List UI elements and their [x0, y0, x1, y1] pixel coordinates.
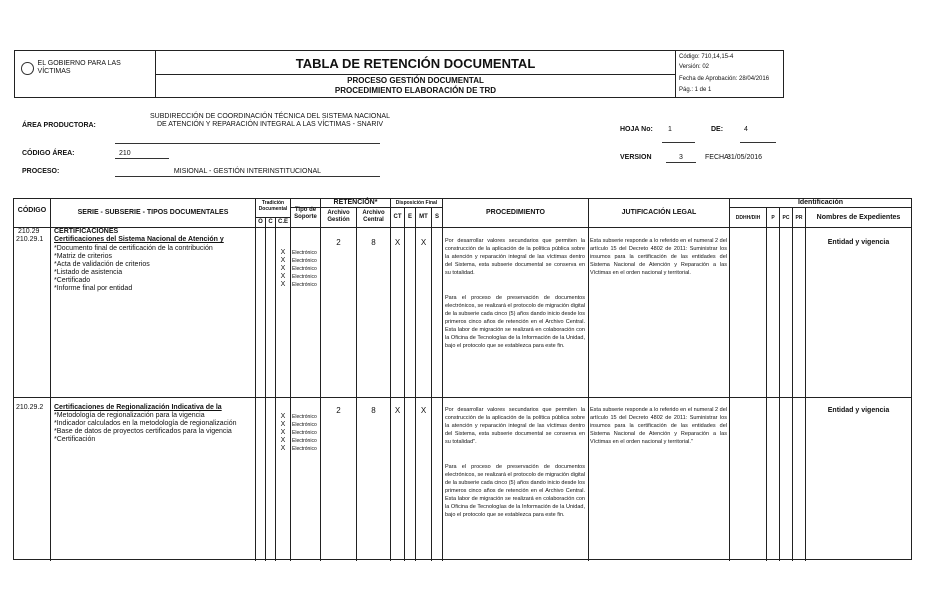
col-trad-o: O	[258, 219, 263, 225]
col-ct: CT	[393, 214, 402, 220]
doc-code: Código: 710,14,15-4	[679, 54, 734, 60]
ce-marks	[276, 249, 290, 289]
sheet-label: HOJA No:	[620, 126, 653, 133]
area-label: ÁREA PRODUCTORA:	[22, 122, 96, 129]
approval-date: Fecha de Aprobación: 28/04/2016	[679, 76, 770, 82]
subserie-name: Certificaciones de Regionalización Indicativa de la	[54, 404, 222, 411]
x-mark: X	[280, 281, 286, 288]
col-archivo-gestion: Archivo Gestión	[327, 210, 350, 223]
subserie-code: 210.29.1	[16, 236, 44, 243]
x-mark: X	[280, 437, 286, 444]
date-value: 31/05/2016	[727, 154, 763, 161]
procedure-text: Por desarrollar valores secundarios que permiten la construcción de la aplicación de la política pública sobre la atención y reparación integral de las víctimas dentro del Sistema, esta subserie documental se conserva en su totalidad.	[445, 238, 585, 276]
support-types	[292, 413, 317, 453]
process-value: MISIONAL - GESTIÓN INTERINSTITUCIONAL	[115, 168, 380, 177]
support-type: Electrónico	[292, 250, 317, 256]
list-item: *Metodología de regionalización para la vigencia	[54, 412, 205, 419]
support-type: Electrónico	[292, 274, 317, 280]
x-mark: X	[280, 429, 286, 436]
support-type: Electrónico	[292, 430, 317, 436]
area-code-value: 210	[115, 150, 169, 159]
doc-title: TABLA DE RETENCIÓN DOCUMENTAL	[295, 56, 536, 71]
x-mark: X	[280, 445, 286, 452]
col-justificacion: JUTIFICACIÓN LEGAL	[621, 209, 697, 216]
x-mark: X	[280, 265, 286, 272]
central-years: 8	[371, 238, 376, 247]
version-label: VERSION	[620, 154, 652, 161]
of-label: DE:	[711, 126, 724, 133]
support-type: Electrónico	[292, 446, 317, 452]
procedure-text: Para el proceso de preservación de documentos electrónicos, se realizará el protocolo de migración digital de la subserie cada cinco (5) años dando inicio desde los primeros cinco años de retención en el Archivo Central. Esta labor de migración se realizará en colaboración con la Oficina de Tecnologías de la Información de la Unidad, bajo el protocolo que se establezca para este fin.	[445, 295, 585, 349]
col-mt: MT	[419, 214, 428, 220]
version-value: 3	[666, 154, 696, 163]
list-item: *Indicador calculados en la metodología de regionalización	[54, 420, 237, 427]
mt-mark: X	[420, 406, 427, 415]
support-types	[292, 249, 317, 289]
central-years: 8	[371, 406, 376, 415]
of-value: 4	[744, 126, 748, 133]
support-type: Electrónico	[292, 414, 317, 420]
subserie-name: Certificaciones del Sistema Nacional de Atención y	[54, 236, 224, 243]
list-item: *Acta de validación de criterios	[54, 261, 150, 268]
document-types-list	[54, 412, 254, 444]
logo	[21, 61, 151, 75]
support-type: Electrónico	[292, 282, 317, 288]
col-s: S	[434, 214, 439, 220]
list-item: *Informe final por entidad	[54, 285, 133, 292]
col-identificacion: Identificación	[797, 199, 844, 206]
seal-icon	[21, 62, 34, 75]
col-p: P	[771, 215, 775, 221]
support-type: Electrónico	[292, 438, 317, 444]
retention-table	[13, 198, 912, 560]
ct-mark: X	[394, 238, 401, 247]
col-trad-ce: C.E	[277, 219, 288, 225]
serie-code: 210.29	[18, 228, 40, 235]
list-item: *Matriz de criterios	[54, 253, 112, 260]
col-trad-c: C	[268, 219, 273, 225]
document-types-list	[54, 245, 254, 293]
justification-text: Esta subserie responde a lo referido en el numeral 2 del artículo 15 del Decreto 4802 de 2011: Suministrar los insumos para la certificación de las entidades del Sistema Nacional de Atención y Reparación a las Víctimas en el orden nacional y territorial."	[590, 407, 727, 445]
gestion-years: 2	[336, 406, 341, 415]
page-indicator: Pág.: 1 de 1	[679, 87, 712, 93]
procedure-text: Para el proceso de preservación de documentos electrónicos, se realizará el protocolo de migración digital de la subserie cada cinco (5) años dando inicio desde los primeros cinco años de retención en el Archivo Central. Esta labor de migración se realizará en colaboración con la Oficina de Tecnologías de la Información de la Unidad, bajo el protocolo que se establezca para este fin.	[445, 464, 585, 518]
col-disposicion: Disposición Final	[395, 200, 438, 206]
record-names: Entidad y vigencia	[827, 407, 890, 414]
col-pc: PC	[782, 215, 790, 221]
list-item: *Certificación	[54, 436, 96, 443]
col-ddhh: DDHH/DIH	[735, 215, 761, 221]
sheet-value: 1	[668, 126, 672, 133]
x-mark: X	[280, 273, 286, 280]
area-code-label: CÓDIGO ÁREA:	[22, 150, 75, 157]
list-item: *Documento final de certificación de la contribución	[54, 245, 213, 252]
document-header	[14, 50, 784, 98]
doc-version: Versión: 02	[679, 64, 710, 70]
col-codigo: CÓDIGO	[17, 207, 47, 214]
serie-name: CERTIFICACIONES	[54, 228, 119, 235]
x-mark: X	[280, 249, 286, 256]
procedure-name: PROCEDIMIENTO ELABORACIÓN DE TRD	[334, 86, 497, 95]
record-names: Entidad y vigencia	[827, 239, 890, 246]
ce-marks	[276, 413, 290, 453]
support-type: Electrónico	[292, 422, 317, 428]
mt-mark: X	[420, 238, 427, 247]
col-archivo-central: Archivo Central	[362, 210, 385, 223]
support-type: Electrónico	[292, 266, 317, 272]
col-tradicion: Tradición Documental	[258, 200, 288, 212]
x-mark: X	[280, 413, 286, 420]
x-mark: X	[280, 421, 286, 428]
col-procedimiento: PROCEDIMIENTO	[486, 209, 545, 216]
date-label: FECHA:	[705, 154, 731, 161]
list-item: *Certificado	[54, 277, 91, 284]
process-name: PROCESO GESTIÓN DOCUMENTAL	[347, 76, 484, 85]
ct-mark: X	[394, 406, 401, 415]
col-serie: SERIE - SUBSERIE - TIPOS DOCUMENTALES	[77, 209, 229, 216]
col-pr: PR	[795, 215, 803, 221]
procedure-text: Por desarrollar valores secundarios que permiten la construcción de la aplicación de la política pública sobre la atención y reparación integral de las víctimas dentro del Sistema, esta subserie documental se conserva en su totalidad".	[445, 407, 585, 445]
col-nombres: Nombres de Expedientes	[816, 214, 901, 221]
subserie-code: 210.29.2	[16, 404, 44, 411]
list-item: *Listado de asistencia	[54, 269, 123, 276]
col-retencion: RETENCIÓN*	[333, 199, 378, 206]
support-type: Electrónico	[292, 258, 317, 264]
area-value: SUBDIRECCIÓN DE COORDINACIÓN TÉCNICA DEL SISTEMA NACIONAL DE ATENCIÓN Y REPARACIÓN INTEGRAL A LAS VÍCTIMAS - SNARIV	[150, 113, 390, 128]
gestion-years: 2	[336, 238, 341, 247]
justification-text: Esta subserie responde a lo referido en el numeral 2 del artículo 15 del Decreto 4802 de 2011: Suministrar los insumos para la certificación de las entidades del Sistema Nacional de Atención y Reparación a las Víctimas en el orden nacional y territorial.	[590, 238, 727, 276]
col-e: E	[407, 214, 412, 220]
logo-text: EL GOBIERNO PARA LAS VÍCTIMAS	[37, 60, 121, 75]
col-soporte: Tipo de Soporte	[294, 207, 317, 220]
list-item: *Base de datos de proyectos certificados para la vigencia	[54, 428, 232, 435]
process-label: PROCESO:	[22, 168, 60, 175]
x-mark: X	[280, 257, 286, 264]
